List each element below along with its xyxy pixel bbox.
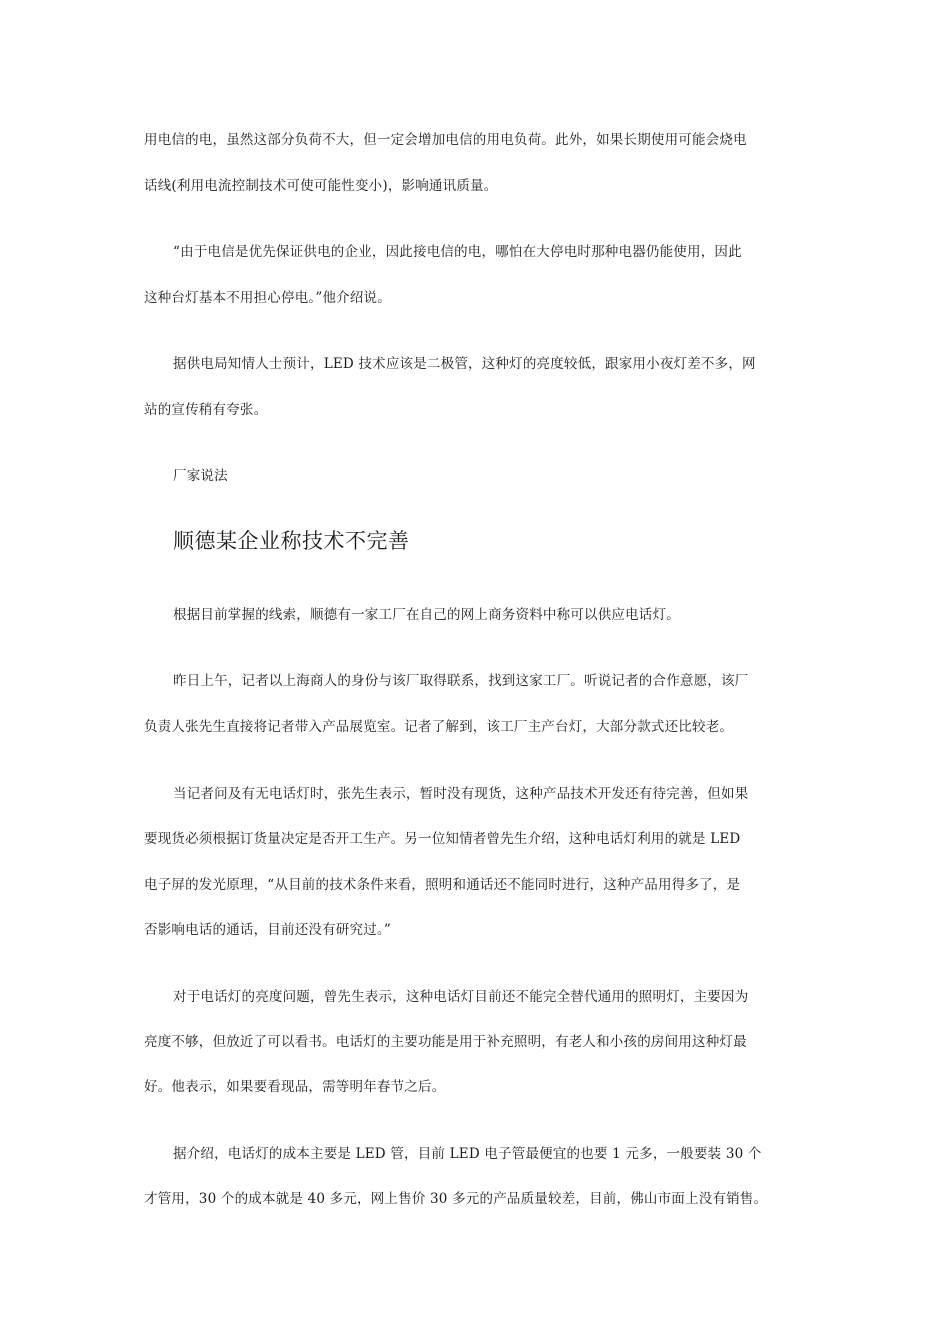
paragraph-line: 这种台灯基本不用担心停电。”他介绍说。 bbox=[144, 290, 391, 306]
section-heading: 顺德某企业称技术不完善 bbox=[173, 529, 410, 553]
paragraph-line: 否影响电话的通话，目前还没有研究过。” bbox=[144, 922, 391, 938]
paragraph-line: 亮度不够，但放近了可以看书。电话灯的主要功能是用于补充照明，有老人和小孩的房间用这种灯最 bbox=[144, 1034, 747, 1050]
paragraph-line: 对于电话灯的亮度问题，曾先生表示，这种电话灯目前还不能完全替代通用的照明灯，主要因为 bbox=[173, 989, 749, 1005]
paragraph-line: 当记者问及有无电话灯时，张先生表示，暂时没有现货，这种产品技术开发还有待完善，但如果 bbox=[173, 786, 749, 802]
paragraph-line: “由于电信是优先保证供电的企业，因此接电信的电，哪怕在大停电时那种电器仍能使用，因此 bbox=[173, 244, 742, 260]
paragraph-line: 站的宣传稍有夸张。 bbox=[144, 402, 268, 418]
paragraph-line: 电子屏的发光原理，“从目前的技术条件来看，照明和通话还不能同时进行，这种产品用得多了，是 bbox=[144, 877, 741, 893]
paragraph-line: 根据目前掌握的线索，顺德有一家工厂在自己的网上商务资料中称可以供应电话灯。 bbox=[173, 607, 680, 623]
paragraph-line: 昨日上午，记者以上海商人的身份与该厂取得联系，找到这家工厂。听说记者的合作意愿，该厂 bbox=[173, 673, 749, 689]
paragraph-line: 负责人张先生直接将记者带入产品展览室。记者了解到，该工厂主产台灯，大部分款式还比较老。 bbox=[144, 719, 734, 735]
paragraph-line: 据介绍，电话灯的成本主要是 LED 管，目前 LED 电子管最便宜的也要 1 元多，一般要装 30 个 bbox=[173, 1146, 762, 1162]
paragraph-line: 才管用，30 个的成本就是 40 多元，网上售价 30 多元的产品质量较差，目前，佛山市面上没有销售。 bbox=[144, 1191, 768, 1207]
section-label: 厂家说法 bbox=[173, 468, 228, 484]
paragraph-line: 好。他表示，如果要看现品，需等明年春节之后。 bbox=[144, 1079, 446, 1095]
paragraph-line: 要现货必须根据订货量决定是否开工生产。另一位知情者曾先生介绍，这种电话灯利用的就是 LED bbox=[144, 831, 741, 847]
paragraph-line: 用电信的电，虽然这部分负荷不大，但一定会增加电信的用电负荷。此外，如果长期使用可能会烧电 bbox=[144, 132, 747, 148]
paragraph-line: 话线(利用电流控制技术可使可能性变小)，影响通讯质量。 bbox=[144, 178, 498, 194]
paragraph-line: 据供电局知情人士预计，LED 技术应该是二极管，这种灯的亮度较低，跟家用小夜灯差不多，网 bbox=[173, 356, 756, 372]
